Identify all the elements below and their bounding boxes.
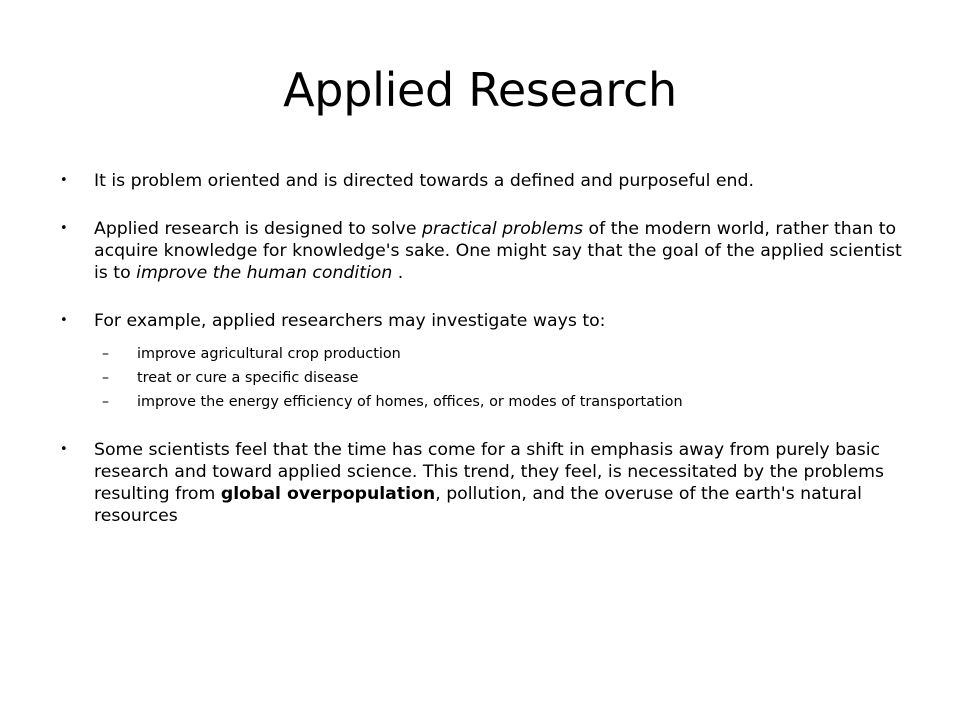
bold-text: global overpopulation: [220, 484, 436, 504]
bullet-marker: •: [60, 442, 68, 457]
bullet-item: [58, 170, 914, 192]
bullet-text-part: Some scientists feel that the time has come for a shift in emphasis away from purely basic research and toward applied science. This trend, they feel, is necessitated by the problems resulting from: [94, 440, 885, 504]
slide-title: Applied Research: [283, 63, 677, 117]
sub-bullet-item: [58, 366, 914, 390]
bullet-marker: •: [60, 221, 68, 236]
bullet-text: For example, applied researchers may investigate ways to:: [94, 311, 606, 331]
bullet-marker: •: [60, 173, 68, 188]
emphasis-text: improve the human condition: [136, 263, 393, 283]
dash-marker: –: [102, 370, 109, 386]
sub-bullet-list: [58, 342, 914, 414]
bullet-marker: •: [60, 313, 68, 328]
sub-bullet-item: [58, 390, 914, 414]
bullet-list: [58, 170, 914, 527]
sub-bullet-text: improve the energy efficiency of homes, offices, or modes of transportation: [137, 394, 683, 410]
sub-bullet-item: [58, 342, 914, 366]
bullet-item: [58, 218, 914, 284]
dash-marker: –: [102, 346, 109, 362]
sub-bullet-text: treat or cure a specific disease: [137, 370, 359, 386]
bullet-text-part: Applied research is designed to solve: [94, 219, 423, 239]
sub-bullet-text: improve agricultural crop production: [137, 346, 401, 362]
bullet-text-part: .: [392, 263, 404, 283]
bullet-item: [58, 439, 914, 527]
bullet-text-part: , pollution, and the overuse of the earth's natural resources: [94, 484, 862, 526]
emphasis-text: practical problems: [422, 219, 584, 239]
dash-marker: –: [102, 394, 109, 410]
sublist-container: [58, 342, 914, 414]
bullet-text: It is problem oriented and is directed towards a defined and purposeful end.: [94, 171, 754, 191]
bullet-text-part: of the modern world, rather than to acquire knowledge for knowledge's sake. One might say that the goal of the applied scientist is to: [94, 219, 902, 283]
bullet-item: [58, 310, 914, 332]
